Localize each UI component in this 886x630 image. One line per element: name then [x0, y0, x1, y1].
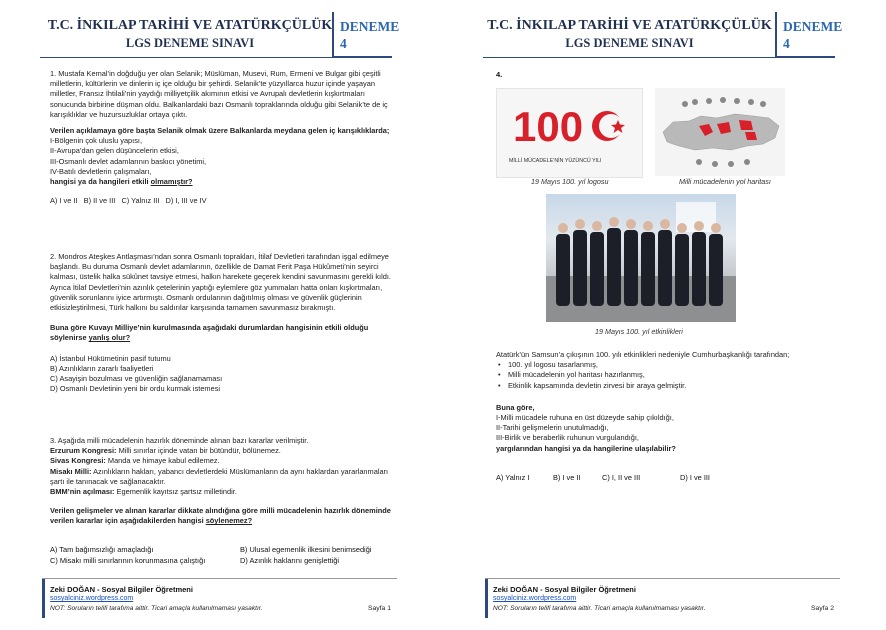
q3-line [50, 487, 395, 497]
roadmap-map [655, 88, 785, 176]
q4-ask: yargılarından hangisi ya da hangilerine ulaşılabilir? [496, 443, 676, 453]
q3-options [50, 545, 395, 567]
author-name: Zeki DOĞAN - Sosyal Bilgiler Öğretmeni [493, 585, 636, 594]
q4-options [496, 473, 836, 485]
q1-stem: Verilen açıklamaya göre başta Selanik olmak üzere Balkanlarda meydana gelen iç karışıklıklarda; [50, 126, 390, 136]
q4-option-c: C) I, II ve III [602, 473, 641, 482]
q2-stem [50, 323, 395, 343]
centennial-logo-graphic [497, 89, 642, 177]
q3-line [50, 456, 395, 466]
deneme-box [775, 12, 843, 58]
q4-option-a: A) Yalnız I [496, 473, 530, 482]
centennial-logo [496, 88, 643, 178]
event-photo [546, 194, 736, 322]
footer-bar [42, 578, 45, 618]
deneme-label: DENEME [783, 19, 843, 34]
author-name: Zeki DOĞAN - Sosyal Bilgiler Öğretmeni [50, 585, 193, 594]
q4-bullet: • 100. yıl logosu tasarlanmış, [496, 360, 836, 370]
q1-ask-underlined: olmamıştır? [150, 177, 193, 187]
question-4 [496, 350, 836, 454]
page-header [40, 12, 340, 56]
q1-ask-text: hangisi ya da hangileri etkili [50, 177, 151, 187]
page-footer [485, 578, 840, 618]
q3-line-value: Milli sınırlar içinde vatan bir bütündür, bölünemez. [116, 446, 281, 456]
q3-line-value: Egemenlik kayıtsız şartsız milletindir. [114, 487, 237, 497]
exam-subtitle: LGS DENEME SINAVI [125, 36, 255, 50]
q3-line-key: Erzurum Kongresi: [50, 446, 117, 456]
deneme-box [332, 12, 400, 58]
q3-line-value: Manda ve himaye kabul edilemez. [105, 456, 220, 466]
question-3 [50, 436, 395, 527]
turkey-map-graphic [655, 88, 785, 176]
q4-item: III-Birlik ve beraberlik ruhunun vurgulandığı, [496, 433, 639, 443]
page-number: Sayfa 2 [810, 605, 834, 612]
exam-title: T.C. İNKILAP TARİHİ VE ATATÜRKÇÜLÜK [487, 18, 772, 33]
q3-option-a: A) Tam bağımsızlığı amaçladığı [50, 545, 154, 554]
q2-option-c: C) Asayişin bozulması ve güvenliğin sağlanamaması [50, 374, 223, 384]
q2-stem-underlined: yanlış olur? [88, 333, 131, 343]
author-website-link[interactable]: sosyalciniz.wordpress.com [493, 595, 577, 602]
q2-stem-text: Buna göre Kuvayı Milliye’nin kurulmasında aşağıdaki durumlardan hangisinin etkili olduğu söylenirse [50, 323, 369, 343]
copyright-note: NOT: Soruların telifi tarafıma aittir. Ticari amaçla kullanılmaması yasaktır. [50, 605, 263, 612]
q2-option-a: A) İstanbul Hükümetinin pasif tutumu [50, 353, 171, 363]
footer-rule [42, 578, 397, 579]
q2-option-d: D) Osmanlı Devletinin yeni bir ordu kurmak istemesi [50, 384, 221, 394]
copyright-note: NOT: Soruların telifi tarafıma aittir. Ticari amaçla kullanılmaması yasaktır. [493, 605, 706, 612]
q4-option-d: D) I ve III [680, 473, 710, 482]
question-1 [50, 69, 395, 206]
q3-line-key: BMM’nin açılması: [50, 487, 115, 497]
header-rule [483, 57, 775, 58]
logo-number: 100 [513, 103, 584, 150]
q4-intro: Atatürk’ün Samsun’a çıkışının 100. yılı etkinlikleri nedeniyle Cumhurbaşkanlığı tarafından; [496, 350, 790, 359]
event-photo-graphic [546, 194, 736, 322]
q3-line [50, 446, 395, 456]
page-footer [42, 578, 397, 618]
q3-option-d: D) Azınlık haklarını genişlettiği [240, 556, 339, 565]
question-2 [50, 252, 395, 394]
page-header [483, 12, 776, 56]
footer-bar [485, 578, 488, 618]
footer-rule [485, 578, 840, 579]
q3-line-key: Sivas Kongresi: [50, 456, 106, 466]
q3-body: 3. Aşağıda milli mücadelenin hazırlık döneminde alınan bazı kararlar verilmiştir. [50, 436, 309, 445]
q1-item: I-Bölgenin çok uluslu yapısı, [50, 136, 143, 146]
q3-line-value: Azınlıkların hakları, yabancı devletlerdeki Müslümanların da aynı haklardan yararlanmaları şartı ile tanınacak ve sağlanacaktır. [50, 466, 389, 486]
q4-bullet: • Milli mücadelenin yol haritası hazırlanmış, [496, 370, 836, 380]
q3-stem-underlined: söylenemez? [205, 516, 253, 526]
q4-buna: Buna göre, [496, 402, 535, 412]
q3-line-key: Misakı Milli: [50, 466, 92, 476]
exam-subtitle: LGS DENEME SINAVI [565, 36, 694, 50]
author-website-link[interactable]: sosyalciniz.wordpress.com [50, 595, 134, 602]
q3-option-c: C) Misakı milli sınırlarının korunmasına çalıştığı [50, 556, 206, 565]
q1-options: A) I ve II B) II ve III C) Yalnız III D) I, III ve IV [50, 196, 207, 206]
q4-item: II-Tarihi gelişmelerin unutulmadığı, [496, 423, 609, 433]
deneme-number: 4 [783, 36, 790, 51]
q2-body: 2. Mondros Ateşkes Antlaşması’ndan sonra Osmanlı toprakları, İtilaf Devletleri tarafından işgal edilmeye başlandı. Bu duruma Osmanlı devlet adamlarının, özellikle de Damat Ferit Paşa Hükûmeti’nin seyirci kalması, üstelik halka sükûnet tavsiye etmesi, halkın harekete geçerek kendini savunmasını gerekli kıldı. Ayrıca İtilaf Devletleri’nin azınlık çetelerinin yaptığı eylemlere göz yummaları hatta onları kışkırtmaları, güvenlik sorunlarını iyice artırmıştı. Osmanlı ordularının dağıtılmış olması ve güvenlik güçlerinin etkisizleştirilmesi, Türk halkını bu saldırılar karşısında tamamen savunmasız bırakmıştı. [50, 252, 391, 313]
map-caption: Milli mücadelenin yol haritası [679, 177, 771, 186]
q1-body: 1. Mustafa Kemal’in doğduğu yer olan Selanik; Müslüman, Musevi, Rum, Ermeni ve Bulgar gibi çeşitli milletlerin, kültürlerin ve dinlerin iç içe olduğu bir şehirdi. Selanik’te yüzyıllarca huzur içinde yaşayan milletler, Fransız İhtilali’nin yaydığı milliyetçilik akımının etkisi ve Avrupalı devletlerin kışkırtmaları sonucunda birbirine düşman oldu. Balkanlardaki bazı Osmanlı topraklarında olduğu gibi Selanik’te de iç karışıklıklar ve huzursuzluklar ortaya çıktı. [50, 69, 388, 119]
q1-item: IV-Batılı devletlerin çalışmaları, [50, 166, 152, 176]
q1-item: II-Avrupa’dan gelen düşüncelerin etkisi, [50, 146, 179, 156]
deneme-label: DENEME [340, 19, 400, 34]
q1-ask [50, 177, 395, 187]
header-rule [40, 57, 332, 58]
q3-option-b: B) Ulusal egemenlik ilkesini benimsediği [240, 545, 372, 554]
logo-subtitle: MİLLİ MÜCADELE’NİN YÜZÜNCÜ YILI [509, 158, 602, 164]
logo-caption: 19 Mayıs 100. yıl logosu [531, 177, 609, 186]
exam-title: T.C. İNKILAP TARİHİ VE ATATÜRKÇÜLÜK [47, 18, 333, 33]
q3-stem [50, 506, 395, 526]
q2-option-b: B) Azınlıkların zararlı faaliyetleri [50, 363, 154, 373]
q4-bullet: • Etkinlik kapsamında devletin zirvesi bir araya gelmiştir. [496, 381, 836, 391]
deneme-number: 4 [340, 36, 347, 51]
q1-item: III-Osmanlı devlet adamlarının baskıcı yönetimi, [50, 156, 207, 166]
q4-number: 4. [496, 70, 503, 79]
q3-line [50, 467, 395, 487]
q4-item: I-Milli mücadele ruhuna en üst düzeyde sahip çıkıldığı, [496, 413, 674, 423]
page-2 [443, 0, 886, 630]
photo-caption: 19 Mayıs 100. yıl etkinlikleri [595, 327, 683, 336]
q3-stem-text: Verilen gelişmeler ve alınan kararlar dikkate alındığına göre milli mücadelenin hazırlık döneminde verilen kararlar için aşağıdakilerden hangisi [50, 506, 391, 526]
q4-option-b: B) I ve II [553, 473, 581, 482]
page-number: Sayfa 1 [367, 605, 391, 612]
